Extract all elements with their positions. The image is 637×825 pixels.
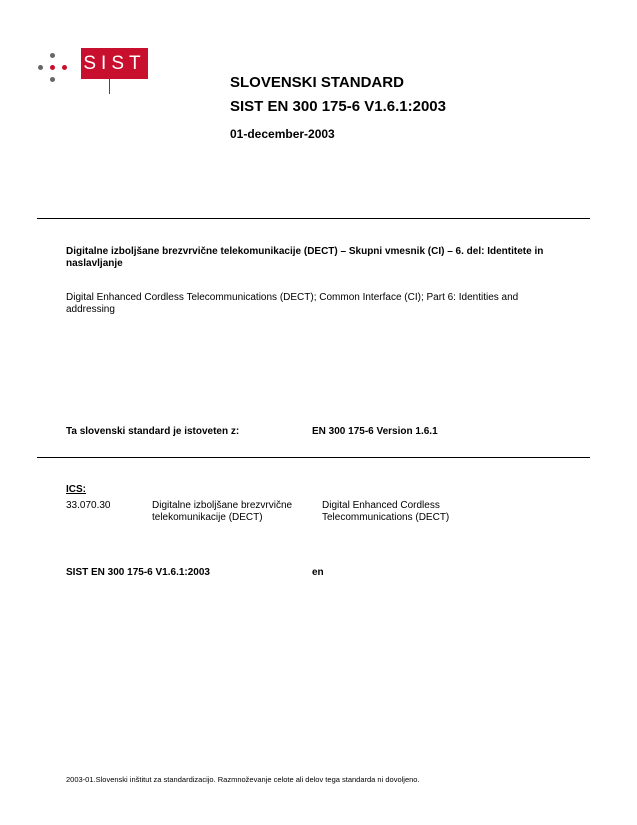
logo-dot-icon — [50, 77, 55, 82]
identical-value: EN 300 175-6 Version 1.6.1 — [312, 426, 438, 437]
sist-logo — [38, 42, 168, 94]
copyright-footer: 2003-01.Slovenski inštitut za standardizacijo. Razmnoževanje celote ali delov tega standarda ni dovoljeno. — [66, 775, 420, 784]
ics-description-slovene: Digitalne izboljšane brezvrvične telekomunikacije (DECT) — [152, 500, 293, 523]
ics-code: 33.070.30 — [66, 500, 111, 511]
ics-description-english: Digital Enhanced Cordless Telecommunications (DECT) — [322, 500, 450, 523]
ics-label: ICS: — [66, 484, 86, 495]
publication-date: 01-december-2003 — [230, 127, 335, 141]
logo-dot-icon — [62, 65, 67, 70]
standard-language: en — [312, 567, 324, 578]
identical-label: Ta slovenski standard je istoveten z: — [66, 426, 240, 437]
logo-wordmark: SIST — [81, 48, 148, 79]
standard-number-heading: SIST EN 300 175-6 V1.6.1:2003 — [230, 98, 446, 115]
standard-code: SIST EN 300 175-6 V1.6.1:2003 — [66, 567, 210, 578]
logo-dot-icon — [50, 53, 55, 58]
standard-type-heading: SLOVENSKI STANDARD — [230, 74, 404, 91]
logo-divider — [109, 78, 110, 94]
title-english: Digital Enhanced Cordless Telecommunications (DECT); Common Interface (CI); Part 6: Identities and addressing — [66, 292, 519, 315]
top-divider — [37, 218, 590, 219]
middle-divider — [37, 457, 590, 458]
logo-dot-icon — [38, 65, 43, 70]
title-slovene: Digitalne izboljšane brezvrvične telekomunikacije (DECT) – Skupni vmesnik (CI) – 6. del: Identitete in naslavljanje — [66, 246, 544, 269]
logo-dot-icon — [50, 65, 55, 70]
